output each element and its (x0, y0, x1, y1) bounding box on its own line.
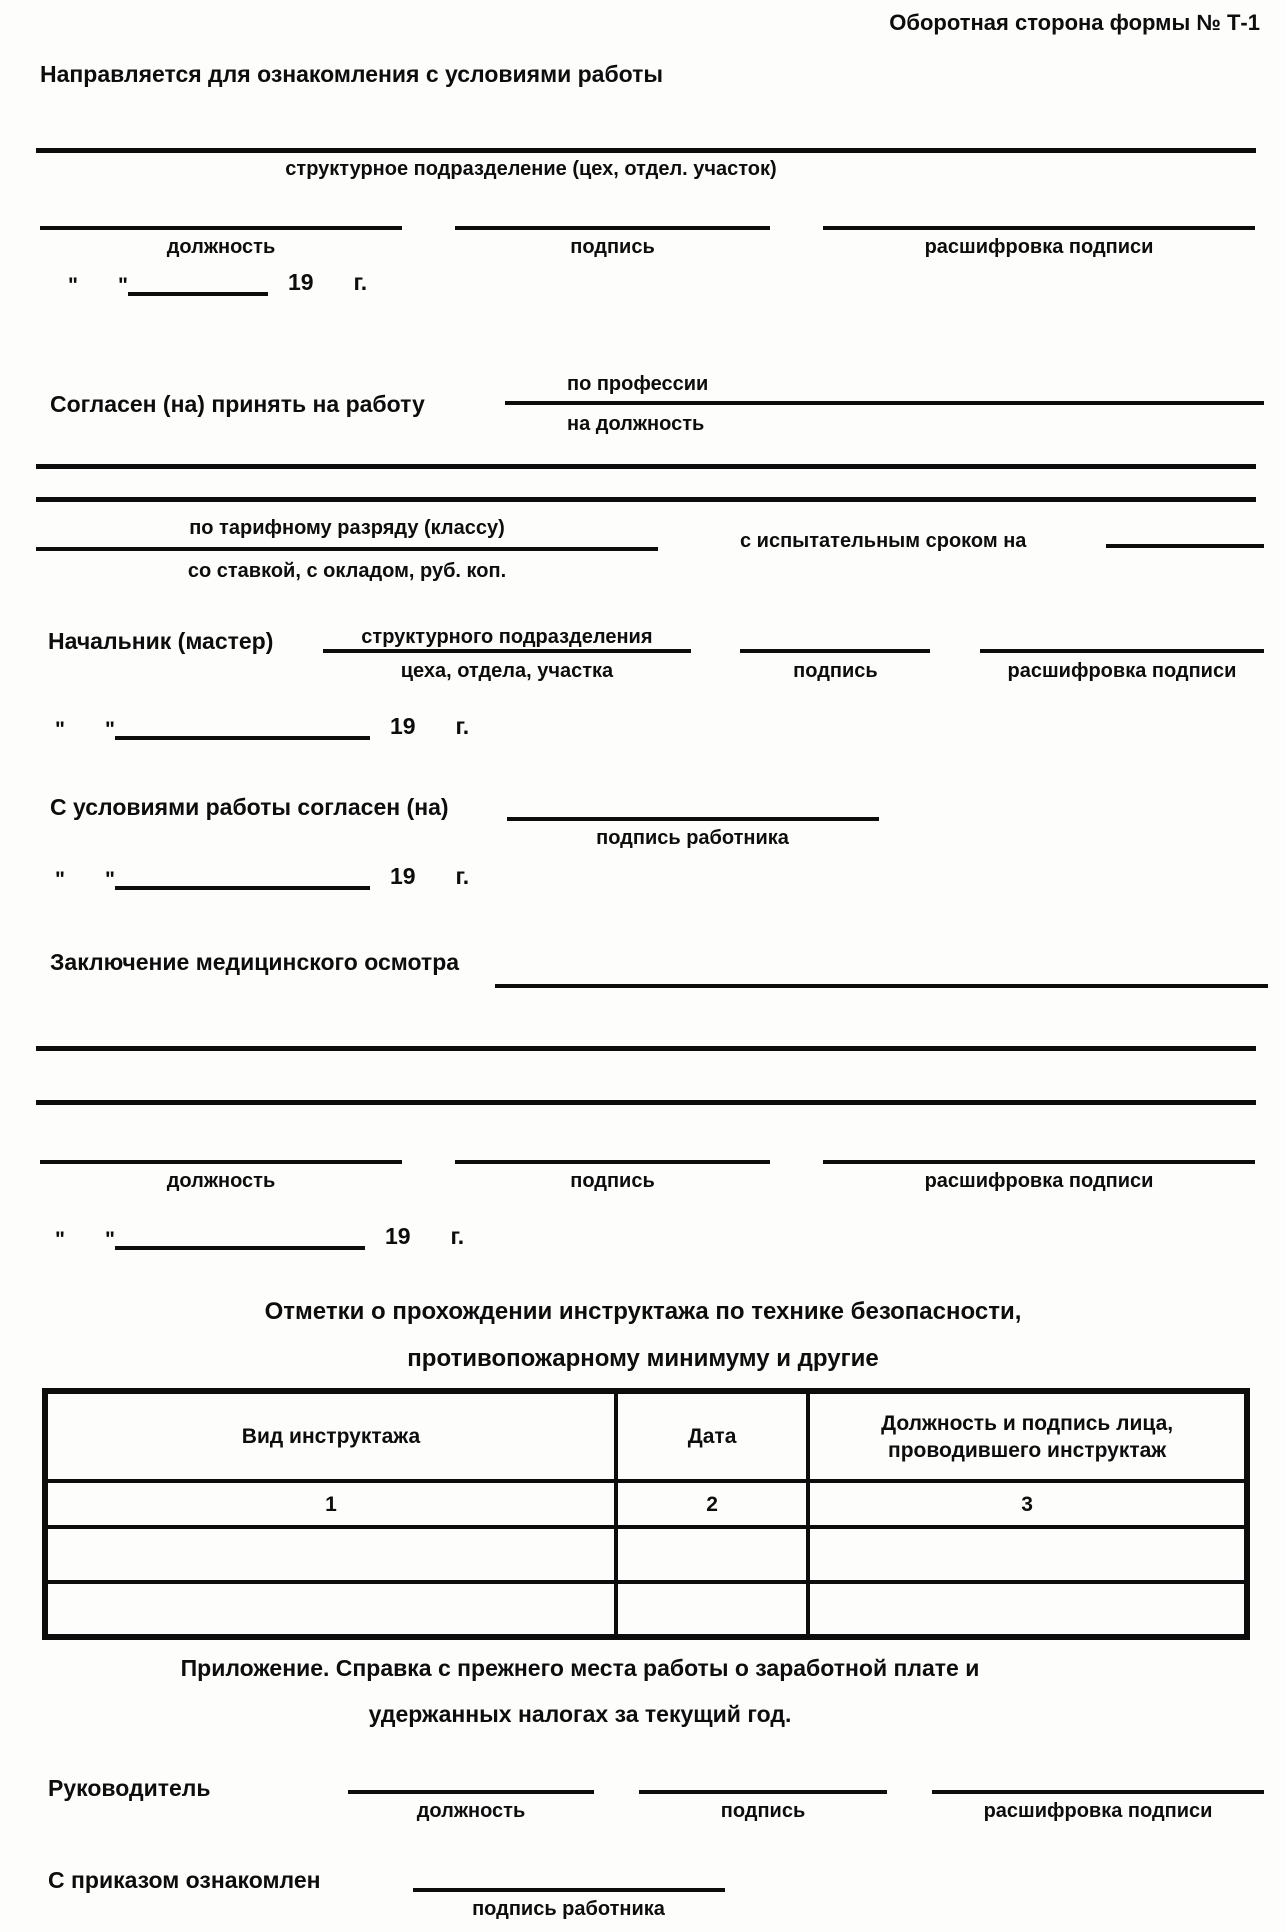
chief-transcript-field (980, 606, 1264, 683)
chief-unit-field (323, 606, 691, 683)
conditions-block (50, 793, 879, 850)
tariff-caption-under: со ставкой, с окладом, руб. коп. (187, 560, 507, 582)
chief-unit-caption-over: структурного подразделения (361, 626, 653, 648)
chief-signature-field (740, 606, 930, 683)
table-number-row (45, 1481, 1247, 1527)
open-quote: " (55, 868, 65, 891)
year-19: 19 (389, 713, 416, 739)
consent-field (505, 368, 1264, 436)
close-quote: " (104, 868, 115, 891)
profession-caption: по профессии (567, 373, 709, 395)
table-header-conductor: Должность и подпись лица, проводившего инструктаж (808, 1391, 1247, 1481)
chief-label: Начальник (мастер) (48, 628, 274, 654)
close-quote: " (104, 1228, 115, 1251)
spacer (740, 606, 930, 649)
order-signature-field (413, 1866, 725, 1921)
chief-unit-caption-under: цеха, отдела, участка (400, 660, 614, 682)
year-suffix: г. (455, 863, 470, 889)
blank-line (36, 1100, 1256, 1105)
open-quote: " (68, 274, 78, 297)
chief-transcript-caption: расшифровка подписи (1007, 660, 1237, 682)
order-label: С приказом ознакомлен (48, 1867, 321, 1893)
year-suffix: г. (455, 713, 470, 739)
chief-signature-caption: подпись (793, 660, 878, 682)
consent-label: Согласен (на) принять на работу (50, 391, 425, 417)
probation-field (658, 512, 1264, 583)
attachment-note (0, 1645, 1160, 1737)
date-row (55, 712, 469, 740)
position-caption: должность (166, 236, 276, 258)
year-19: 19 (384, 1223, 411, 1249)
chief-block (48, 606, 1264, 683)
signature-field (455, 226, 770, 259)
transcript-caption: расшифровка подписи (983, 1800, 1213, 1822)
empty-cell (808, 1582, 1247, 1637)
employee-signature-caption: подпись работника (472, 1898, 665, 1920)
briefing-heading-line1: Отметки о прохождении инструктажа по технике безопасности, (264, 1298, 1022, 1325)
attachment-line1: Приложение. Справка с прежнего места работы о заработной плате и (180, 1655, 980, 1681)
empty-cell (45, 1527, 616, 1582)
blank-line (36, 464, 1256, 469)
table-header-date: Дата (616, 1391, 808, 1481)
empty-cell (45, 1582, 616, 1637)
probation-line (1106, 512, 1264, 548)
probation-label: с испытательным сроком на (740, 530, 1027, 552)
manager-block (48, 1772, 1264, 1823)
column-number-3: 3 (808, 1481, 1247, 1527)
position-caption: должность (166, 1170, 276, 1192)
spacer (348, 1772, 594, 1790)
briefing-table (42, 1388, 1250, 1640)
blank-line (36, 497, 1256, 502)
year-suffix: г. (450, 1223, 465, 1249)
signature-row (40, 226, 1255, 259)
date-blank-line (128, 278, 268, 296)
transcript-field (823, 1160, 1255, 1193)
transcript-caption: расшифровка подписи (924, 236, 1154, 258)
medical-label: Заключение медицинского осмотра (50, 949, 460, 975)
spacer (980, 606, 1264, 649)
employee-signature-caption: подпись работника (596, 827, 789, 849)
open-quote: " (55, 1228, 65, 1251)
year-suffix: г. (353, 269, 368, 295)
employee-signature-field (507, 793, 879, 850)
tariff-caption-over: по тарифному разряду (классу) (189, 517, 505, 539)
date-blank-line (115, 872, 370, 890)
consent-block (50, 368, 1264, 436)
date-row (55, 862, 469, 890)
signature-field (455, 1160, 770, 1193)
position-under-caption: на должность (567, 413, 705, 435)
empty-cell (808, 1527, 1247, 1582)
medical-block (50, 948, 1268, 988)
manager-position-field (348, 1772, 594, 1823)
close-quote: " (104, 718, 115, 741)
attachment-line2: удержанных налогах за текущий год. (368, 1701, 792, 1727)
year-19: 19 (389, 863, 416, 889)
year-19: 19 (287, 269, 314, 295)
blank-line (36, 1046, 1256, 1051)
column-number-1: 1 (45, 1481, 616, 1527)
date-row (68, 268, 367, 296)
table-header-row (45, 1391, 1247, 1481)
conditions-label: С условиями работы согласен (на) (50, 794, 449, 820)
open-quote: " (55, 718, 65, 741)
spacer (639, 1772, 887, 1790)
manager-label: Руководитель (48, 1775, 211, 1801)
signature-caption: подпись (570, 1170, 655, 1192)
empty-cell (616, 1527, 808, 1582)
transcript-caption: расшифровка подписи (924, 1170, 1154, 1192)
transcript-field (823, 226, 1255, 259)
spacer (932, 1772, 1264, 1790)
position-field (40, 226, 402, 259)
signature-caption: подпись (720, 1800, 806, 1822)
signature-caption: подпись (570, 236, 655, 258)
signature-row (40, 1160, 1255, 1193)
briefing-table-wrap (42, 1388, 1250, 1640)
briefing-heading (0, 1288, 1286, 1382)
position-caption: должность (416, 1800, 526, 1822)
tariff-field (36, 512, 658, 583)
tariff-block (36, 512, 1264, 583)
date-blank-line (115, 722, 370, 740)
table-empty-row (45, 1527, 1247, 1582)
intro-line: Направляется для ознакомления с условиями работы (40, 61, 664, 87)
position-field (40, 1160, 402, 1193)
structural-unit-caption: структурное подразделение (цех, отдел. участок) (285, 158, 777, 180)
structural-unit-field (36, 148, 1256, 181)
manager-transcript-field (932, 1772, 1264, 1823)
order-block (48, 1866, 725, 1921)
manager-signature-field (639, 1772, 887, 1823)
form-side-note: Оборотная сторона формы № Т-1 (889, 10, 1260, 35)
date-blank-line (115, 1232, 365, 1250)
table-empty-row (45, 1582, 1247, 1637)
briefing-heading-line2: противопожарному минимуму и другие (407, 1345, 879, 1372)
table-header-briefing-type: Вид инструктажа (45, 1391, 616, 1481)
close-quote: " (117, 274, 128, 297)
column-number-2: 2 (616, 1481, 808, 1527)
empty-cell (616, 1582, 808, 1637)
medical-line (495, 948, 1268, 988)
date-row (55, 1222, 464, 1250)
